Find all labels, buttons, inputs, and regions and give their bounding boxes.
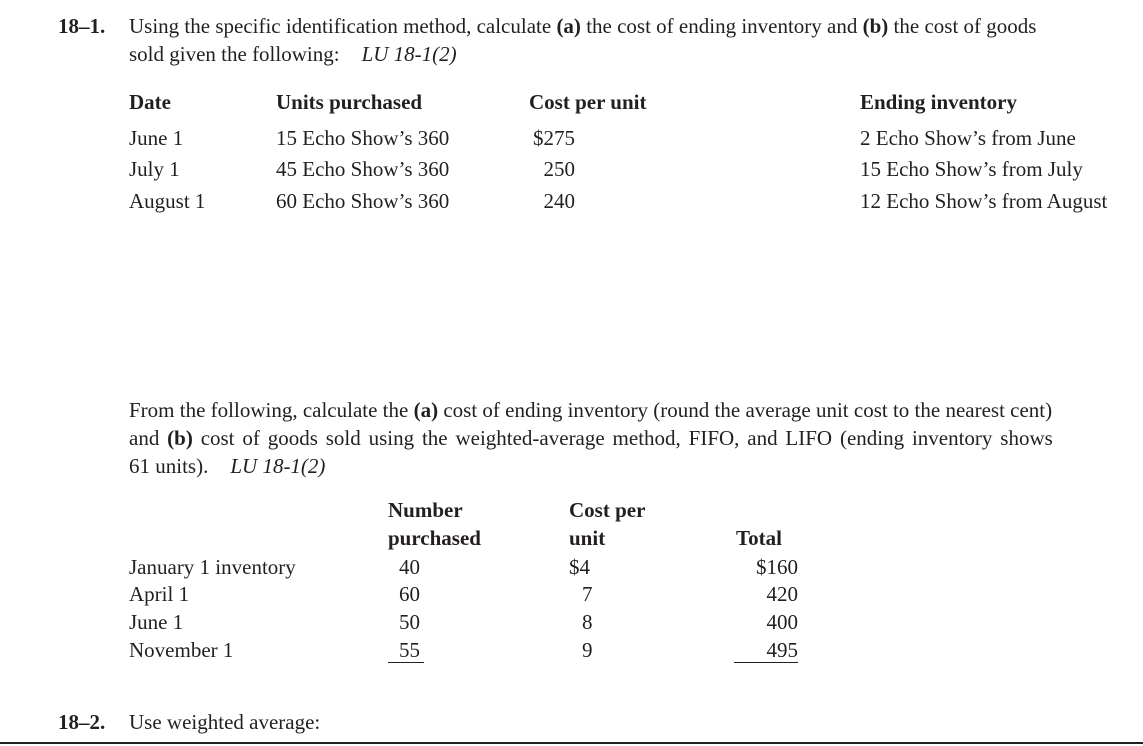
- text-segment: sold given the following:: [129, 42, 340, 66]
- part-a-marker: (a): [556, 14, 581, 38]
- problem-text: Use weighted average:: [129, 710, 321, 734]
- row-label: June 1: [129, 610, 184, 634]
- text-segment: 61 units).: [129, 454, 209, 478]
- problem-number: 18–1.: [58, 14, 106, 38]
- text-segment: Using the specific identification method, calculate: [129, 14, 557, 38]
- row-cost: 240: [543, 189, 575, 213]
- problem-text-line-1: [129, 13, 1036, 39]
- row-label: January 1 inventory: [129, 555, 296, 579]
- row-ending: 2 Echo Show’s from June: [860, 126, 1076, 150]
- row-ending: 15 Echo Show’s from July: [860, 157, 1083, 181]
- part-a-marker: (a): [413, 398, 439, 422]
- row-cost: $275: [533, 126, 575, 150]
- row-total: $160: [756, 555, 798, 579]
- row-units: 15 Echo Show’s 360: [276, 126, 450, 150]
- number-column-underline: [388, 662, 424, 663]
- row-cost: 9: [582, 638, 593, 662]
- text-segment: cost of goods sold using the weighted-average method, FIFO, and LIFO (ending inventory shows: [192, 426, 1053, 450]
- paragraph-line-2: [129, 425, 1053, 451]
- row-label: November 1: [129, 638, 234, 662]
- row-total: 420: [766, 582, 798, 606]
- row-total: 495: [766, 638, 798, 662]
- row-date: August 1: [129, 189, 206, 213]
- header-cost-per: Cost per: [569, 498, 646, 522]
- text-segment: the cost of ending inventory and: [580, 14, 863, 38]
- header-purchased: purchased: [388, 526, 481, 550]
- header-ending-inventory: Ending inventory: [860, 90, 1017, 114]
- header-number: Number: [388, 498, 463, 522]
- row-units: 45 Echo Show’s 360: [276, 157, 450, 181]
- text-segment: and: [129, 426, 168, 450]
- text-segment: cost of ending inventory (round the average unit cost to the nearest cent): [438, 398, 1053, 422]
- row-cost: 250: [543, 157, 575, 181]
- problem-number: 18–2.: [58, 710, 106, 734]
- row-cost: 8: [582, 610, 593, 634]
- text-segment: From the following, calculate the: [129, 398, 414, 422]
- row-total: 400: [766, 610, 798, 634]
- learning-unit-ref: LU 18-1(2): [230, 454, 326, 478]
- row-units: 60 Echo Show’s 360: [276, 189, 450, 213]
- header-total: Total: [736, 526, 782, 550]
- row-date: June 1: [129, 126, 184, 150]
- row-cost: 7: [582, 582, 593, 606]
- text-segment: the cost of goods: [888, 14, 1037, 38]
- header-units-purchased: Units purchased: [276, 90, 423, 114]
- row-number: 60: [399, 582, 420, 606]
- part-b-marker: (b): [167, 426, 193, 450]
- header-unit: unit: [569, 526, 606, 550]
- header-cost-per-unit: Cost per unit: [529, 90, 647, 114]
- paragraph-line-1: [129, 397, 1052, 423]
- problem-text-line-2: [129, 41, 457, 67]
- row-date: July 1: [129, 157, 180, 181]
- row-cost: $4: [569, 555, 590, 579]
- header-date: Date: [129, 90, 171, 114]
- row-ending: 12 Echo Show’s from August: [860, 189, 1108, 213]
- row-number: 55: [399, 638, 420, 662]
- row-number: 40: [399, 555, 420, 579]
- row-number: 50: [399, 610, 420, 634]
- part-b-marker: (b): [862, 14, 889, 38]
- bottom-rule: [0, 742, 1143, 744]
- row-label: April 1: [129, 582, 190, 606]
- total-column-underline: [734, 662, 798, 663]
- learning-unit-ref: LU 18-1(2): [361, 42, 457, 66]
- paragraph-line-3: [129, 453, 325, 479]
